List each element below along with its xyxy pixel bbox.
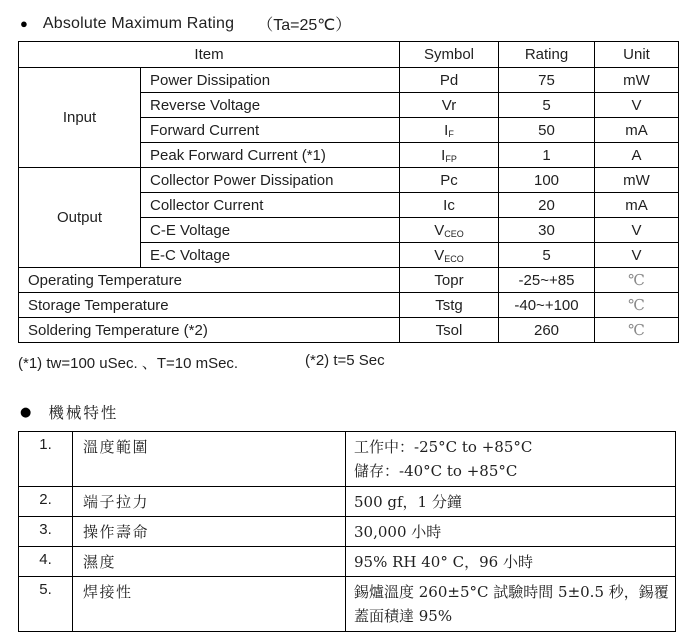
rating-cell: 100 bbox=[499, 168, 595, 193]
bullet-icon: ● bbox=[20, 404, 34, 420]
value-cell: 500 gf，1 分鐘 bbox=[346, 487, 676, 517]
item-cell: Forward Current bbox=[141, 118, 400, 143]
item-cell: Reverse Voltage bbox=[141, 93, 400, 118]
unit-cell: mW bbox=[595, 168, 679, 193]
table-row bbox=[19, 68, 679, 93]
item-cell: 端子拉力 bbox=[73, 487, 346, 517]
rating-cell: 30 bbox=[499, 218, 595, 243]
unit-cell: ℃ bbox=[595, 268, 679, 293]
item-cell: Peak Forward Current (*1) bbox=[141, 143, 400, 168]
column-header-unit: Unit bbox=[595, 42, 679, 68]
unit-cell: A bbox=[595, 143, 679, 168]
symbol-cell: $I_F$ bbox=[400, 118, 499, 143]
column-header-item: Item bbox=[19, 42, 400, 68]
footnote-1: (*1) tw=100 uSec. 、T=10 mSec. bbox=[18, 355, 239, 372]
symbol-cell: Tstg bbox=[400, 293, 499, 318]
symbol-cell: $V_{ECO}$ bbox=[400, 243, 499, 268]
section1-title: Absolute Maximum Rating bbox=[42, 14, 235, 32]
unit-cell: ℃ bbox=[595, 293, 679, 318]
table-row bbox=[19, 318, 679, 343]
table-row bbox=[19, 432, 676, 487]
rating-cell: -25~+85 bbox=[499, 268, 595, 293]
column-header-symbol: Symbol bbox=[400, 42, 499, 68]
row-number-cell: 4. bbox=[19, 547, 73, 577]
symbol-cell: Pd bbox=[400, 68, 499, 93]
item-cell: E-C Voltage bbox=[141, 243, 400, 268]
table-row bbox=[19, 293, 679, 318]
unit-cell: mA bbox=[595, 193, 679, 218]
footnotes bbox=[18, 352, 695, 373]
column-header-rating: Rating bbox=[499, 42, 595, 68]
table-row bbox=[19, 168, 679, 193]
row-number-cell: 1. bbox=[19, 432, 73, 487]
absolute-maximum-rating-table bbox=[18, 41, 679, 343]
value-line: 儲存：-40°C to +85°C bbox=[354, 462, 518, 480]
symbol-cell: $V_{CEO}$ bbox=[400, 218, 499, 243]
item-cell: Soldering Temperature (*2) bbox=[19, 318, 400, 343]
row-number-cell: 5. bbox=[19, 577, 73, 632]
symbol-cell: $I_{FP}$ bbox=[400, 143, 499, 168]
item-cell: Operating Temperature bbox=[19, 268, 400, 293]
footnote-2: (*2) t=5 Sec bbox=[305, 352, 385, 369]
table-row bbox=[19, 577, 676, 632]
row-number-cell: 3. bbox=[19, 517, 73, 547]
table-row bbox=[19, 487, 676, 517]
rating-cell: -40~+100 bbox=[499, 293, 595, 318]
unit-cell: V bbox=[595, 243, 679, 268]
item-cell: Collector Power Dissipation bbox=[141, 168, 400, 193]
group-cell-output: Output bbox=[19, 168, 141, 268]
rating-cell: 5 bbox=[499, 243, 595, 268]
symbol-cell: Tsol bbox=[400, 318, 499, 343]
section-mechanical-characteristics-heading bbox=[20, 401, 695, 423]
group-cell-input: Input bbox=[19, 68, 141, 168]
symbol-cell: Topr bbox=[400, 268, 499, 293]
rating-cell: 5 bbox=[499, 93, 595, 118]
table-row bbox=[19, 517, 676, 547]
unit-cell: mA bbox=[595, 118, 679, 143]
item-cell: C-E Voltage bbox=[141, 218, 400, 243]
value-cell: 30,000 小時 bbox=[346, 517, 676, 547]
mechanical-characteristics-table bbox=[18, 431, 676, 632]
section2-title: 機械特性 bbox=[48, 404, 119, 422]
rating-cell: 1 bbox=[499, 143, 595, 168]
unit-cell: ℃ bbox=[595, 318, 679, 343]
value-line: 工作中：-25°C to +85°C bbox=[354, 438, 533, 456]
table-row bbox=[19, 547, 676, 577]
table-row bbox=[19, 268, 679, 293]
rating-cell: 75 bbox=[499, 68, 595, 93]
item-cell: 焊接性 bbox=[73, 577, 346, 632]
unit-cell: V bbox=[595, 218, 679, 243]
symbol-cell: Pc bbox=[400, 168, 499, 193]
item-cell: 操作壽命 bbox=[73, 517, 346, 547]
item-cell: Storage Temperature bbox=[19, 293, 400, 318]
item-cell: Collector Current bbox=[141, 193, 400, 218]
row-number-cell: 2. bbox=[19, 487, 73, 517]
section1-condition: （Ta=25℃） bbox=[257, 17, 352, 34]
table-header-row bbox=[19, 42, 679, 68]
item-cell: 溫度範圍 bbox=[73, 432, 346, 487]
value-cell bbox=[346, 432, 676, 487]
rating-cell: 20 bbox=[499, 193, 595, 218]
item-cell: Power Dissipation bbox=[141, 68, 400, 93]
value-cell: 錫爐溫度 260±5°C 試驗時間 5±0.5 秒，錫覆蓋面積達 95% bbox=[346, 577, 676, 632]
bullet-icon: ● bbox=[20, 16, 28, 31]
rating-cell: 260 bbox=[499, 318, 595, 343]
unit-cell: V bbox=[595, 93, 679, 118]
symbol-cell: Ic bbox=[400, 193, 499, 218]
value-cell: 95% RH 40° C，96 小時 bbox=[346, 547, 676, 577]
section-absolute-maximum-rating-heading bbox=[20, 0, 695, 35]
item-cell: 濕度 bbox=[73, 547, 346, 577]
symbol-cell: Vr bbox=[400, 93, 499, 118]
rating-cell: 50 bbox=[499, 118, 595, 143]
unit-cell: mW bbox=[595, 68, 679, 93]
